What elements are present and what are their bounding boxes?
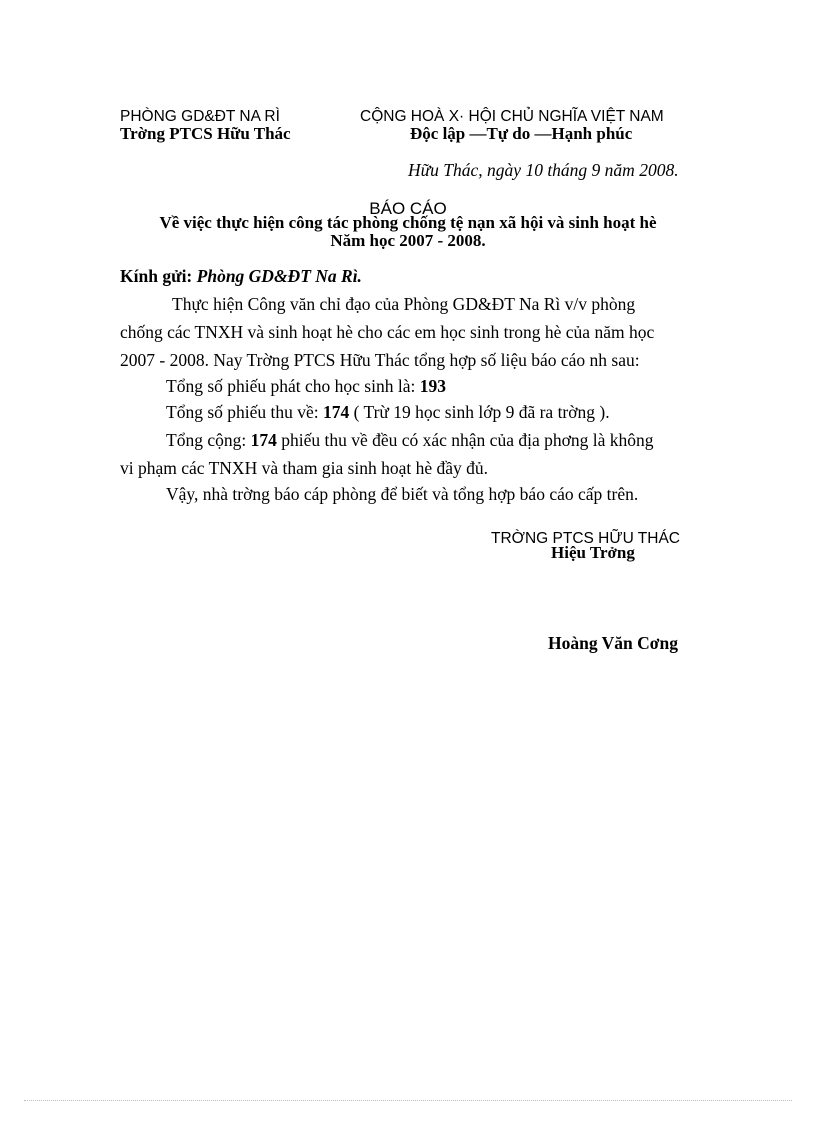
collected-label: Tổng số phiếu thu về: xyxy=(166,402,323,422)
paragraph-1-line-3: 2007 - 2008. Nay Trờng PTCS Hữu Thác tổng hợp số liệu báo cáo nh sau: xyxy=(120,350,640,370)
total-note: phiếu thu về đều có xác nhận của địa phơng là không xyxy=(276,430,654,450)
total-count: 174 xyxy=(250,430,277,450)
header-school-name: Trờng PTCS Hữu Thác xyxy=(120,124,291,143)
page-bottom-border xyxy=(24,1100,792,1101)
paragraph-distributed xyxy=(166,372,446,400)
collected-note: ( Trừ 19 học sinh lớp 9 đã ra trờng ). xyxy=(349,402,610,422)
distributed-label: Tổng số phiếu phát cho học sinh là: xyxy=(166,376,420,396)
paragraph-total xyxy=(166,426,653,454)
distributed-count: 193 xyxy=(419,376,446,396)
recipient-name: Phòng GD&ĐT Na Rì. xyxy=(196,266,362,286)
collected-count: 174 xyxy=(323,402,350,422)
report-subtitle: Về việc thực hiện công tác phòng chống tệ nạn xã hội và sinh hoạt hè xyxy=(159,213,657,232)
paragraph-closing: Vậy, nhà trờng báo cáp phòng để biết và tổng hợp báo cáo cấp trên. xyxy=(166,484,639,504)
paragraph-total-line-2: vi phạm các TNXH và tham gia sinh hoạt hè đầy đủ. xyxy=(120,458,489,478)
header-school-department: PHÒNG GD&ĐT NA RÌ xyxy=(120,108,280,125)
header-national-title: CỘNG HOÀ X· HỘI CHỦ NGHĨA VIỆT NAM xyxy=(360,108,664,125)
signature-name: Hoàng Văn Cơng xyxy=(548,633,678,653)
report-school-year: Năm học 2007 - 2008. xyxy=(330,231,486,250)
date-line: Hữu Thác, ngày 10 tháng 9 năm 2008. xyxy=(408,160,679,180)
signature-role: Hiệu Trởng xyxy=(551,543,635,562)
total-label: Tổng cộng: xyxy=(166,430,251,450)
signature-organization: TRỜNG PTCS HỮU THÁC xyxy=(491,530,680,547)
header-national-motto: Độc lập —Tự do —Hạnh phúc xyxy=(410,124,633,143)
paragraph-1-line-1: Thực hiện Công văn chỉ đạo của Phòng GD&ĐT Na Rì v/v phòng xyxy=(172,294,636,314)
paragraph-collected xyxy=(166,398,610,426)
paragraph-1-line-2: chống các TNXH và sinh hoạt hè cho các em học sinh trong hè của năm học xyxy=(120,322,655,342)
recipient-label: Kính gửi: xyxy=(120,266,197,286)
recipient-line xyxy=(120,266,362,287)
report-title: BÁO CÁO xyxy=(369,199,447,218)
